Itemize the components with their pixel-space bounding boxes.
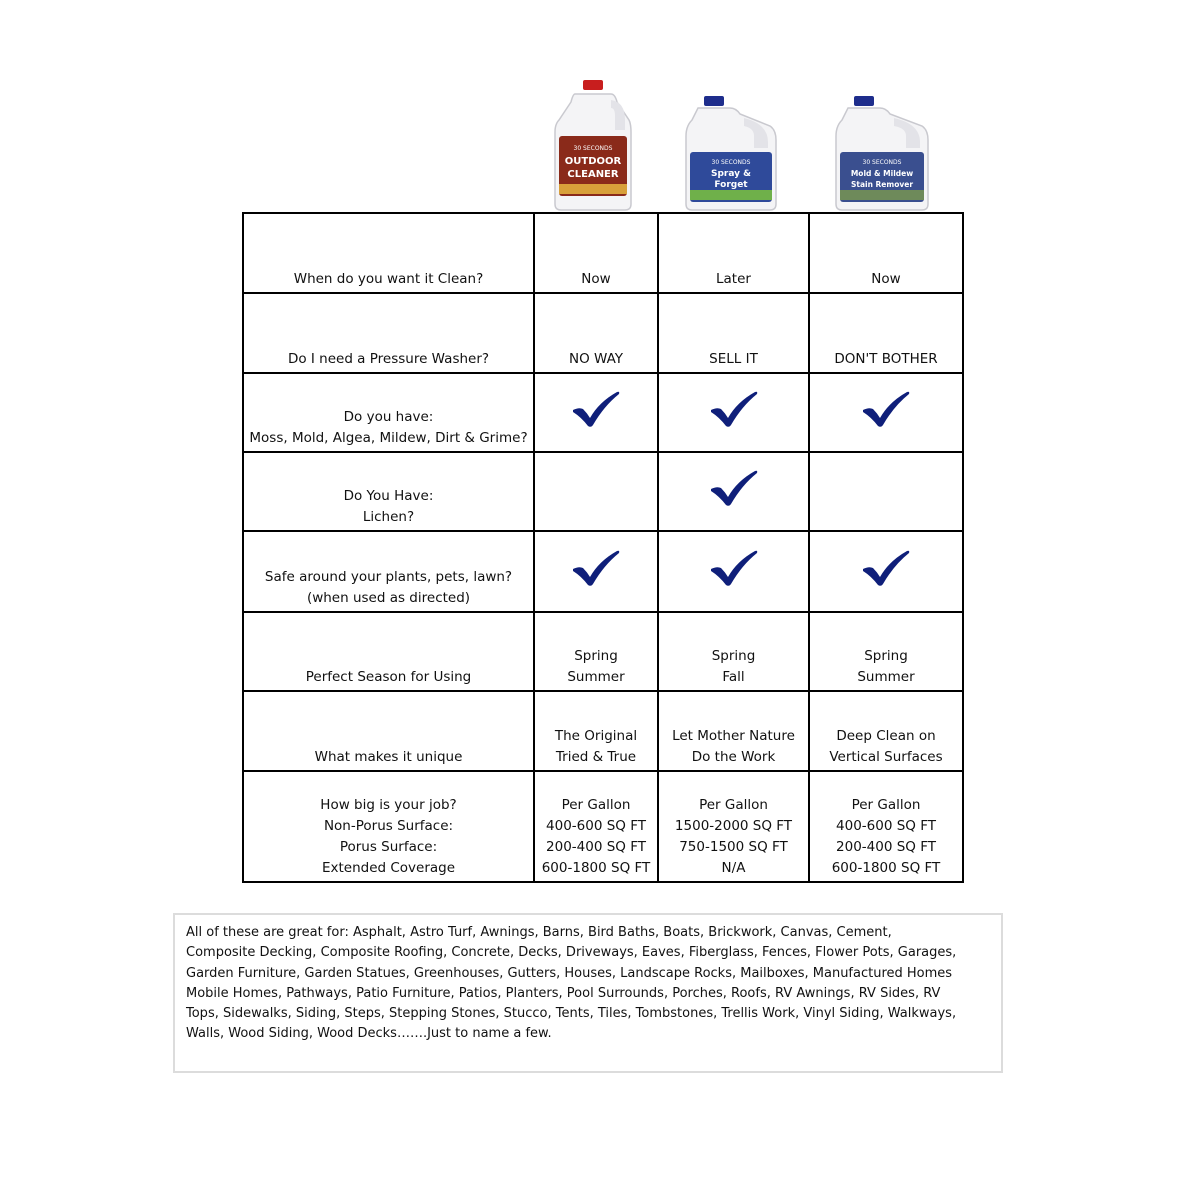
comparison-table-body: [243, 213, 963, 882]
cell-line: Tried & True: [555, 749, 637, 765]
checkmark-icon: [709, 390, 759, 428]
table-row: [243, 293, 963, 373]
row-question: [243, 771, 534, 882]
product-3-cell: [809, 612, 963, 691]
cell-line: Summer: [857, 669, 915, 685]
cell-line: 600-1800 SQ FT: [831, 860, 941, 876]
cell-line: Now: [581, 271, 611, 287]
product-2-cell: [658, 771, 809, 882]
label-line-1: 30 SECONDS: [711, 159, 751, 166]
table-row: [243, 691, 963, 771]
table-row: [243, 213, 963, 293]
mold-mildew-jug: [834, 96, 930, 214]
product-1-cell: [534, 771, 658, 882]
note-line: Mobile Homes, Pathways, Patio Furniture, Patios, Planters, Pool Surrounds, Porches, Roofs, RV Awnings, RV Sides, RV: [186, 985, 941, 1001]
note-line: All of these are great for: Asphalt, Astro Turf, Awnings, Barns, Bird Baths, Boats, Brickwork, Canvas, Cement,: [186, 925, 892, 940]
product-1-cell: [534, 373, 658, 452]
label-line-3: Forget: [714, 180, 748, 190]
cell-line: Fall: [722, 669, 745, 685]
product-2-cell: [658, 213, 809, 293]
question-line: (when used as directed): [306, 590, 471, 606]
question-line: How big is your job?: [320, 797, 457, 813]
product-1-cell: [534, 691, 658, 771]
cell-line: 750-1500 SQ FT: [679, 839, 788, 855]
product-3-cell: [809, 771, 963, 882]
label-line-3: Stain Remover: [850, 180, 914, 189]
note-line: Tops, Sidewalks, Siding, Steps, Stepping Stones, Stucco, Tents, Tiles, Tombstones, Trellis Work, Vinyl Siding, Walkways,: [186, 1006, 957, 1022]
question-line: Non-Porus Surface:: [323, 818, 454, 834]
label-line-1: 30 SECONDS: [862, 159, 902, 166]
row-question: [243, 452, 534, 531]
row-question: [243, 213, 534, 293]
product-3-cell: [809, 213, 963, 293]
product-images: [0, 0, 1200, 215]
cell-line: 600-1800 SQ FT: [541, 860, 651, 876]
question-line: Moss, Mold, Algea, Mildew, Dirt & Grime?: [249, 430, 528, 446]
cell-line: Spring: [711, 648, 756, 664]
row-question: [243, 293, 534, 373]
table-row: [243, 771, 963, 882]
product-1-cell: [534, 452, 658, 531]
product-1-cell: [534, 213, 658, 293]
question-line: Perfect Season for Using: [305, 669, 472, 685]
label-line-1: 30 SECONDS: [573, 145, 613, 152]
product-3-cell: [809, 691, 963, 771]
cell-line: Later: [716, 271, 751, 287]
question-line: Safe around your plants, pets, lawn?: [264, 569, 513, 585]
question-line: Extended Coverage: [321, 860, 456, 876]
question-line: Do you have:: [343, 409, 434, 425]
product-1-cell: [534, 293, 658, 373]
comparison-table: [242, 212, 964, 883]
table-row: [243, 373, 963, 452]
cell-line: Vertical Surfaces: [829, 749, 943, 765]
label-line-2: OUTDOOR: [564, 156, 622, 167]
cell-line: SELL IT: [709, 351, 758, 367]
cell-line: Now: [871, 271, 901, 287]
row-question: [243, 691, 534, 771]
outdoor-cleaner-jug: [553, 80, 633, 215]
cell-line: 400-600 SQ FT: [546, 818, 646, 834]
cell-line: NO WAY: [568, 351, 624, 367]
question-line: When do you want it Clean?: [293, 271, 484, 287]
product-2-cell: [658, 373, 809, 452]
cell-line: 200-400 SQ FT: [546, 839, 646, 855]
note-line: Garden Furniture, Garden Statues, Greenhouses, Gutters, Houses, Landscape Rocks, Mailboxes, Manufactured Homes: [186, 965, 953, 981]
note-line: Composite Decking, Composite Roofing, Concrete, Decks, Driveways, Eaves, Fiberglass, Fences, Flower Pots, Garages,: [186, 945, 957, 961]
cell-line: Per Gallon: [851, 797, 921, 813]
cell-line: Spring: [864, 648, 908, 664]
note-line: Walls, Wood Siding, Wood Decks…….Just to name a few.: [186, 1026, 552, 1042]
cell-line: Summer: [567, 669, 625, 685]
product-1-cell: [534, 531, 658, 612]
label-line-2: Spray &: [710, 169, 752, 179]
cell-line: DON'T BOTHER: [834, 351, 938, 367]
question-line: Do I need a Pressure Washer?: [287, 351, 490, 367]
row-question: [243, 612, 534, 691]
cell-line: The Original: [554, 728, 638, 744]
checkmark-icon: [861, 549, 911, 587]
checkmark-icon: [709, 549, 759, 587]
product-3-cell: [809, 373, 963, 452]
surfaces-note: [173, 913, 1003, 1073]
checkmark-icon: [861, 390, 911, 428]
checkmark-icon: [571, 549, 621, 587]
checkmark-icon: [571, 390, 621, 428]
question-line: Lichen?: [362, 509, 415, 525]
cell-line: Per Gallon: [699, 797, 768, 813]
row-question: [243, 373, 534, 452]
product-3-cell: [809, 293, 963, 373]
table-row: [243, 612, 963, 691]
cell-line: Per Gallon: [561, 797, 631, 813]
cell-line: Deep Clean on: [836, 728, 936, 744]
product-3-cell: [809, 452, 963, 531]
cell-line: 200-400 SQ FT: [836, 839, 936, 855]
label-line-3: CLEANER: [567, 169, 619, 180]
product-2-cell: [658, 612, 809, 691]
cell-line: Let Mother Nature: [672, 728, 795, 744]
table-row: [243, 452, 963, 531]
product-2-cell: [658, 293, 809, 373]
question-line: Do You Have:: [343, 488, 434, 504]
product-2-cell: [658, 691, 809, 771]
product-3-cell: [809, 531, 963, 612]
cell-line: N/A: [721, 860, 746, 876]
question-line: Porus Surface:: [339, 839, 438, 855]
product-2-cell: [658, 452, 809, 531]
cell-line: 1500-2000 SQ FT: [674, 818, 793, 834]
product-1-cell: [534, 612, 658, 691]
checkmark-icon: [709, 469, 759, 507]
table-row: [243, 531, 963, 612]
cell-line: Spring: [574, 648, 618, 664]
cell-line: 400-600 SQ FT: [836, 818, 936, 834]
cell-line: Do the Work: [691, 749, 776, 765]
question-line: What makes it unique: [314, 749, 463, 765]
product-2-cell: [658, 531, 809, 612]
label-line-2: Mold & Mildew: [850, 169, 914, 178]
row-question: [243, 531, 534, 612]
spray-and-forget-jug: [684, 96, 778, 214]
